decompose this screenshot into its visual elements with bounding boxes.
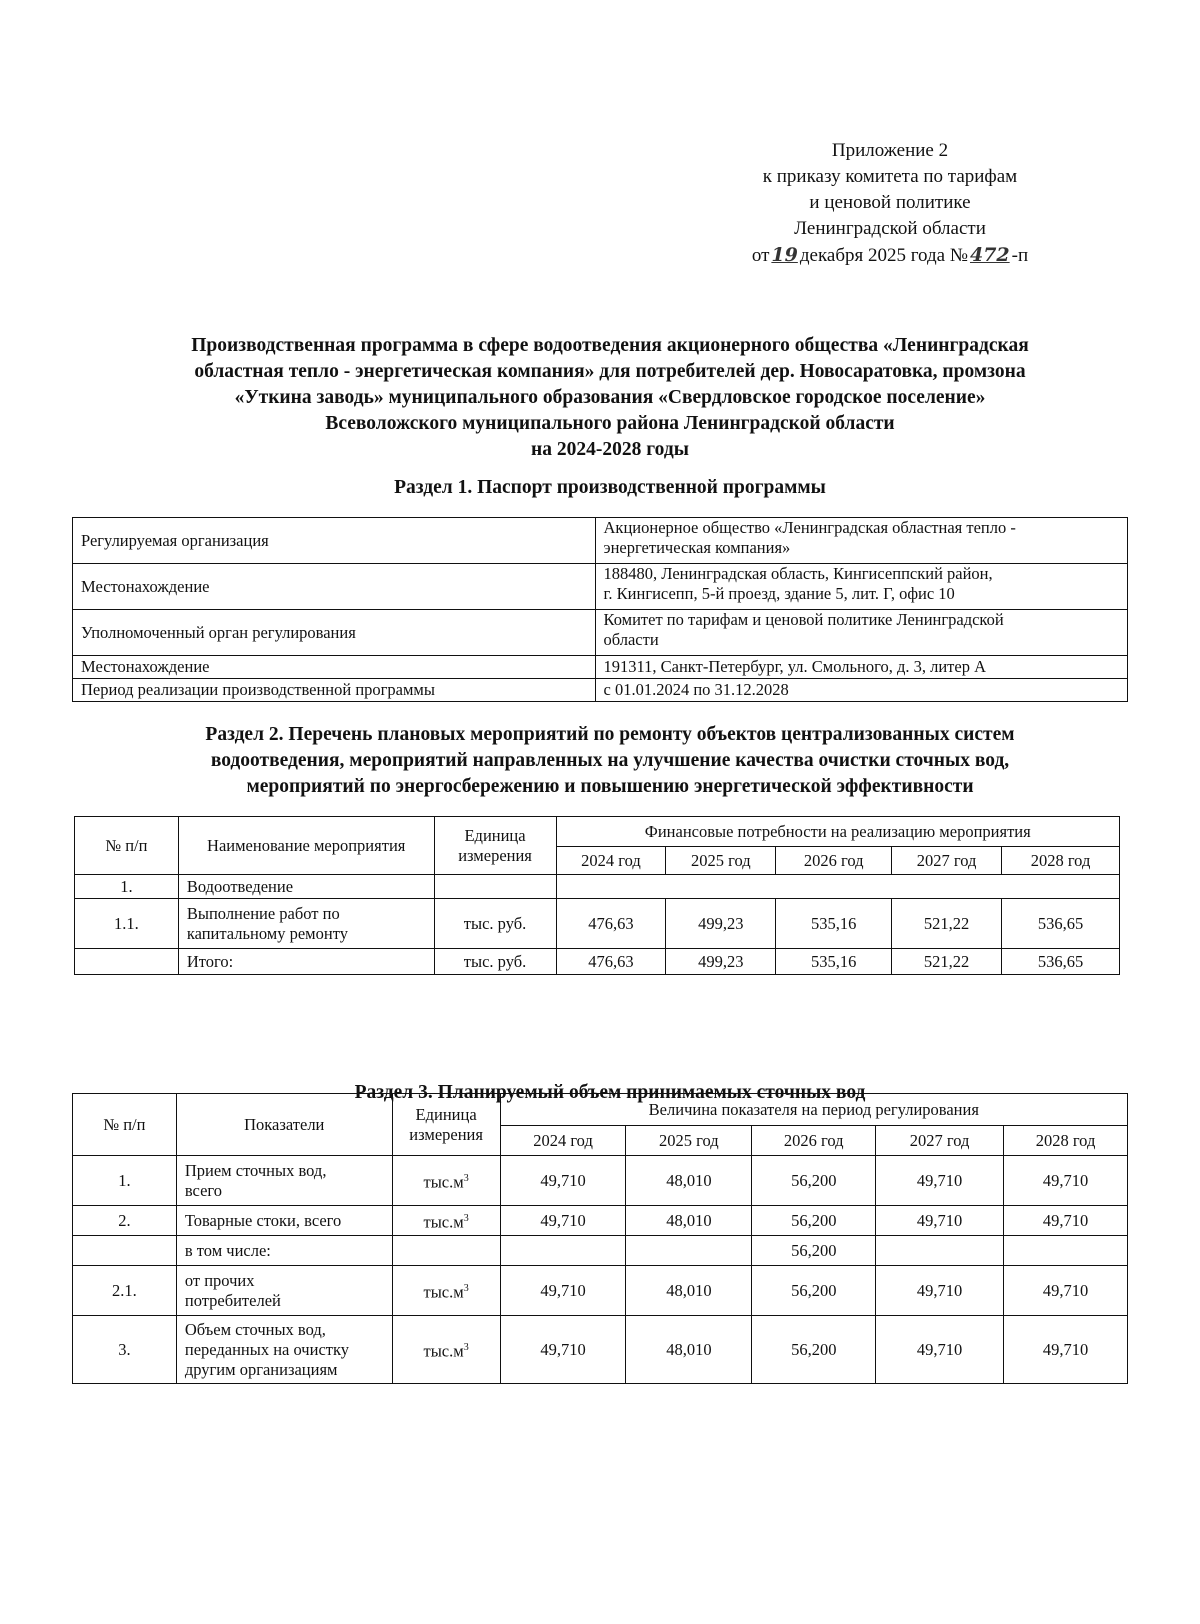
row-unit: тыс. руб. bbox=[434, 899, 556, 949]
date-middle: декабря 2025 года № bbox=[799, 245, 968, 266]
col-header-unit: Единица измерения bbox=[392, 1094, 500, 1156]
row-num: 1. bbox=[73, 1156, 177, 1206]
value-cell: 49,710 bbox=[500, 1316, 626, 1384]
passport-value: 188480, Ленинградская область, Кингисеппский район, г. Кингисепп, 5-й проезд, здание 5, лит. Г, офис 10 bbox=[595, 564, 1127, 610]
table-row bbox=[73, 1156, 1128, 1206]
col-header-year: 2028 год bbox=[1004, 1126, 1128, 1156]
value-cell bbox=[876, 1236, 1004, 1266]
col-header-year: 2027 год bbox=[892, 847, 1002, 875]
table-row bbox=[75, 899, 1120, 949]
row-unit: $тыс.м^3$ bbox=[392, 1156, 500, 1206]
row-name: Водоотведение bbox=[178, 875, 434, 899]
row-indicator: в том числе: bbox=[176, 1236, 392, 1266]
col-header-indicator: Показатели bbox=[176, 1094, 392, 1156]
value-cell: 499,23 bbox=[666, 949, 776, 975]
row-indicator: от прочих потребителей bbox=[176, 1266, 392, 1316]
header-row bbox=[75, 817, 1120, 847]
row-name: Итого: bbox=[178, 949, 434, 975]
col-header-year: 2024 год bbox=[500, 1126, 626, 1156]
value-cell: 49,710 bbox=[500, 1206, 626, 1236]
section-2-title-line-3: мероприятий по энергосбережению и повышению энергетической эффективности bbox=[246, 776, 974, 797]
appendix-line-2: к приказу комитета по тарифам bbox=[762, 166, 1018, 187]
passport-label: Период реализации производственной программы bbox=[73, 679, 596, 702]
section-2-title bbox=[90, 722, 1130, 800]
value-cell: 56,200 bbox=[752, 1156, 876, 1206]
row-indicator: Объем сточных вод, переданных на очистку другим организациям bbox=[176, 1316, 392, 1384]
appendix-header bbox=[700, 138, 1080, 269]
value-cell: 49,710 bbox=[500, 1266, 626, 1316]
value-cell: 48,010 bbox=[626, 1266, 752, 1316]
date-prefix: от bbox=[751, 245, 770, 266]
value-cell: 49,710 bbox=[1004, 1156, 1128, 1206]
col-header-group: Величина показателя на период регулирования bbox=[500, 1094, 1127, 1126]
row-indicator: Прием сточных вод, всего bbox=[176, 1156, 392, 1206]
passport-row bbox=[73, 679, 1128, 702]
handwritten-day: 19 bbox=[771, 244, 798, 266]
col-header-num: № п/п bbox=[75, 817, 179, 875]
passport-label: Местонахождение bbox=[73, 656, 596, 679]
passport-value: 191311, Санкт-Петербург, ул. Смольного, д. 3, литер А bbox=[595, 656, 1127, 679]
value-cell: 535,16 bbox=[776, 899, 892, 949]
value-cell: 536,65 bbox=[1002, 949, 1120, 975]
section-2-title-line-1: Раздел 2. Перечень плановых мероприятий по ремонту объектов централизованных систем bbox=[205, 724, 1015, 745]
col-header-unit: Единица измерения bbox=[434, 817, 556, 875]
value-cell: 521,22 bbox=[892, 899, 1002, 949]
col-header-name: Наименование мероприятия bbox=[178, 817, 434, 875]
value-cell: 56,200 bbox=[752, 1236, 876, 1266]
section-1-title: Раздел 1. Паспорт производственной программы bbox=[394, 477, 826, 498]
row-unit: $тыс.м^3$ bbox=[392, 1266, 500, 1316]
appendix-line-3: и ценовой политике bbox=[809, 192, 971, 213]
appendix-line-4: Ленинградской области bbox=[794, 218, 986, 239]
row-num: 1.1. bbox=[75, 899, 179, 949]
passport-value: Акционерное общество «Ленинградская областная тепло - энергетическая компания» bbox=[595, 518, 1127, 564]
passport-label: Уполномоченный орган регулирования bbox=[73, 610, 596, 656]
value-cell: 49,710 bbox=[500, 1156, 626, 1206]
value-cell: 535,16 bbox=[776, 949, 892, 975]
value-cell: 48,010 bbox=[626, 1316, 752, 1384]
value-cell: 476,63 bbox=[556, 949, 666, 975]
col-header-year: 2025 год bbox=[626, 1126, 752, 1156]
row-unit: $тыс.м^3$ bbox=[392, 1316, 500, 1384]
table-row bbox=[73, 1316, 1128, 1384]
handwritten-order-number: 472 bbox=[969, 244, 1010, 266]
col-header-year: 2026 год bbox=[752, 1126, 876, 1156]
value-cell bbox=[626, 1236, 752, 1266]
col-header-year: 2028 год bbox=[1002, 847, 1120, 875]
title-line-4: Всеволожского муниципального района Ленинградской области bbox=[325, 413, 895, 434]
row-num: 2. bbox=[73, 1206, 177, 1236]
value-cell: 56,200 bbox=[752, 1206, 876, 1236]
row-num bbox=[73, 1236, 177, 1266]
col-header-group: Финансовые потребности на реализацию мероприятия bbox=[556, 817, 1120, 847]
value-cell: 536,65 bbox=[1002, 899, 1120, 949]
appendix-date-line bbox=[700, 242, 1080, 269]
row-unit: $тыс.м^3$ bbox=[392, 1206, 500, 1236]
row-num: 1. bbox=[75, 875, 179, 899]
row-num bbox=[75, 949, 179, 975]
row-unit bbox=[434, 875, 556, 899]
value-cell: 49,710 bbox=[876, 1316, 1004, 1384]
value-cell: 56,200 bbox=[752, 1316, 876, 1384]
passport-table bbox=[72, 517, 1128, 702]
value-cell: 49,710 bbox=[876, 1206, 1004, 1236]
table-row bbox=[73, 1266, 1128, 1316]
passport-label: Местонахождение bbox=[73, 564, 596, 610]
value-cell: 49,710 bbox=[1004, 1266, 1128, 1316]
col-header-year: 2025 год bbox=[666, 847, 776, 875]
row-num: 3. bbox=[73, 1316, 177, 1384]
passport-row bbox=[73, 518, 1128, 564]
title-line-1: Производственная программа в сфере водоотведения акционерного общества «Ленинградская bbox=[191, 335, 1029, 356]
section-2-title-line-2: водоотведения, мероприятий направленных на улучшение качества очистки сточных вод, bbox=[210, 750, 1010, 771]
col-header-year: 2027 год bbox=[876, 1126, 1004, 1156]
col-header-num: № п/п bbox=[73, 1094, 177, 1156]
passport-value: Комитет по тарифам и ценовой политике Ленинградской области bbox=[595, 610, 1127, 656]
value-cell: 49,710 bbox=[1004, 1316, 1128, 1384]
table-row bbox=[73, 1236, 1128, 1266]
document-title bbox=[90, 333, 1130, 463]
row-unit: тыс. руб. bbox=[434, 949, 556, 975]
table-row bbox=[75, 875, 1120, 899]
row-num: 2.1. bbox=[73, 1266, 177, 1316]
passport-row bbox=[73, 656, 1128, 679]
value-cell bbox=[1004, 1236, 1128, 1266]
value-cell: 499,23 bbox=[666, 899, 776, 949]
header-row bbox=[73, 1094, 1128, 1126]
value-cell: 521,22 bbox=[892, 949, 1002, 975]
passport-label: Регулируемая организация bbox=[73, 518, 596, 564]
col-header-year: 2024 год bbox=[556, 847, 666, 875]
value-cell: 48,010 bbox=[626, 1156, 752, 1206]
repair-measures-table bbox=[74, 816, 1120, 975]
title-line-3: «Уткина заводь» муниципального образования «Свердловское городское поселение» bbox=[234, 387, 986, 408]
table-row bbox=[73, 1206, 1128, 1236]
value-cell: 48,010 bbox=[626, 1206, 752, 1236]
value-cell bbox=[500, 1236, 626, 1266]
value-cell: 49,710 bbox=[876, 1266, 1004, 1316]
col-header-year: 2026 год bbox=[776, 847, 892, 875]
row-unit bbox=[392, 1236, 500, 1266]
value-cell: 56,200 bbox=[752, 1266, 876, 1316]
table-row-total bbox=[75, 949, 1120, 975]
appendix-line-1: Приложение 2 bbox=[831, 140, 949, 161]
passport-row bbox=[73, 610, 1128, 656]
row-indicator: Товарные стоки, всего bbox=[176, 1206, 392, 1236]
passport-value: с 01.01.2024 по 31.12.2028 bbox=[595, 679, 1127, 702]
value-cell: 49,710 bbox=[876, 1156, 1004, 1206]
row-name: Выполнение работ по капитальному ремонту bbox=[178, 899, 434, 949]
title-line-2: областная тепло - энергетическая компания» для потребителей дер. Новосаратовка, промзона bbox=[194, 361, 1026, 382]
row-empty bbox=[556, 875, 1120, 899]
wastewater-volume-table bbox=[72, 1093, 1128, 1384]
section-3-title: Раздел 3. Планируемый объем принимаемых сточных вод bbox=[354, 1082, 866, 1103]
title-line-5: на 2024-2028 годы bbox=[531, 439, 689, 460]
order-suffix: -п bbox=[1011, 245, 1029, 266]
value-cell: 49,710 bbox=[1004, 1206, 1128, 1236]
passport-row bbox=[73, 564, 1128, 610]
value-cell: 476,63 bbox=[556, 899, 666, 949]
